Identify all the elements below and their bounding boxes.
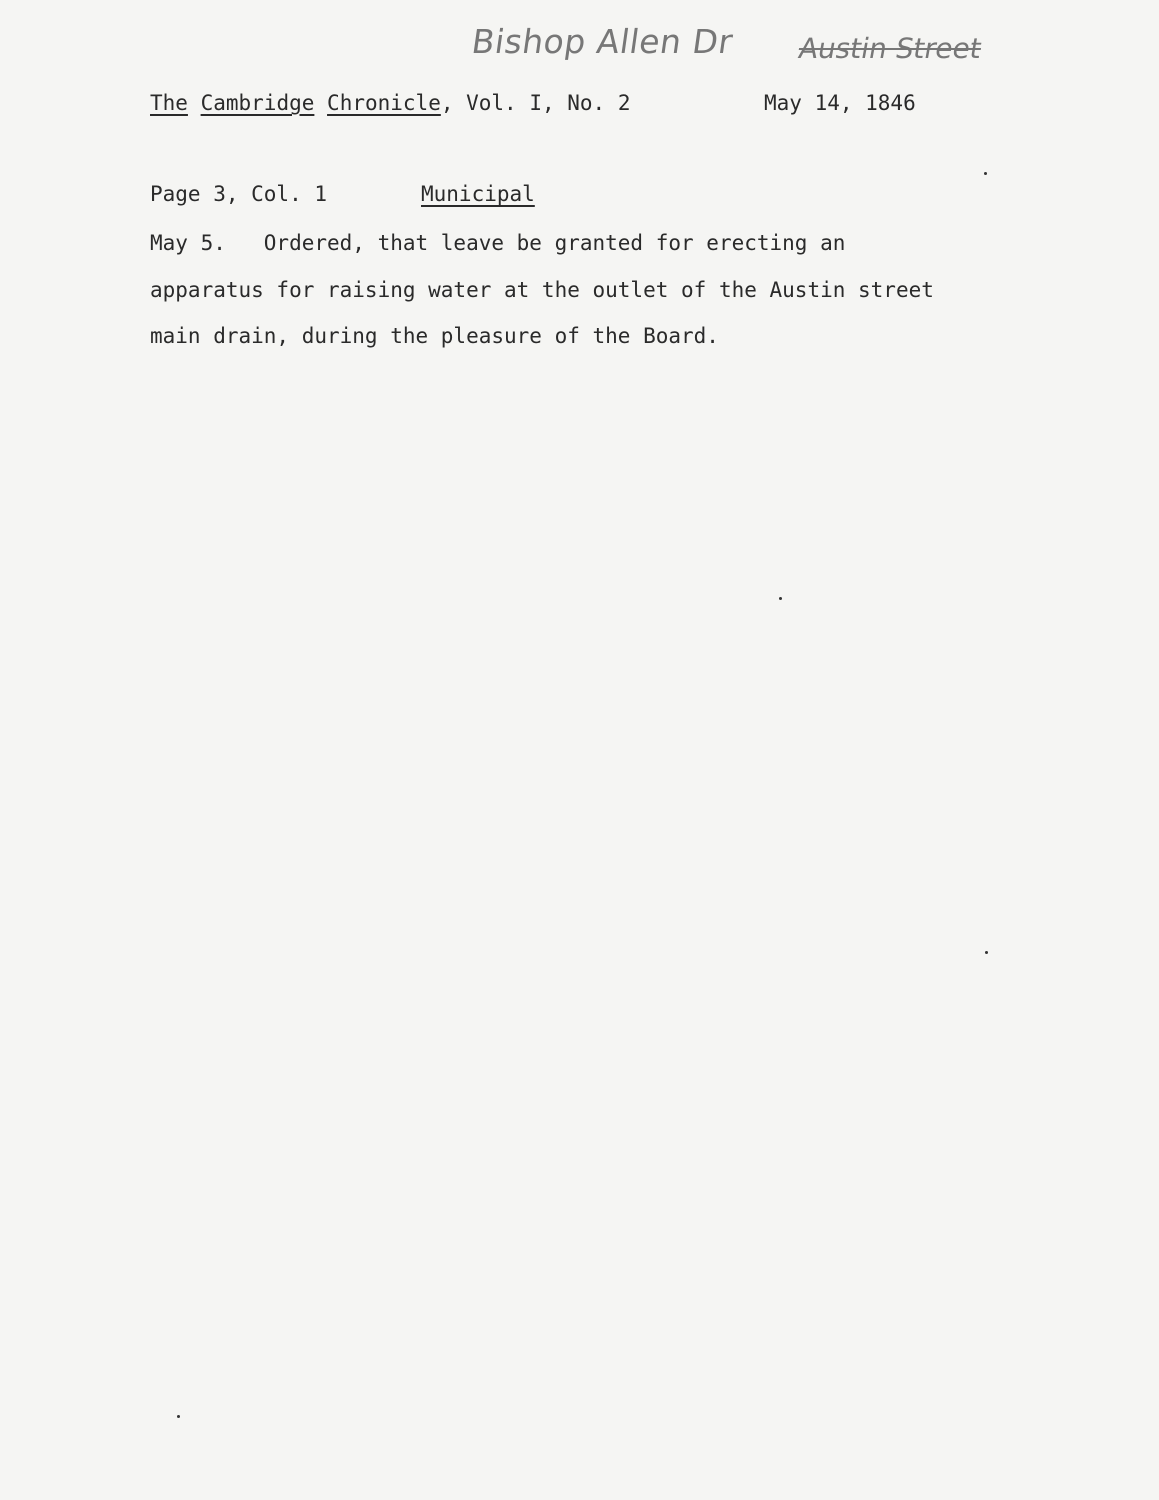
handwritten-new-street-name: Bishop Allen Dr [469,22,736,61]
newspaper-name-cambridge: Cambridge [200,91,315,115]
body-line: main drain, during the pleasure of the Board. [150,324,719,348]
section-heading: Municipal [421,182,535,206]
body-line: apparatus for raising water at the outlet of the Austin street [150,278,934,302]
handwritten-struck-street-name: Austin Street [796,32,984,65]
body-line: May 5. Ordered, that leave be granted for erecting an [150,231,846,255]
paper-speck [779,597,782,600]
paper-speck [177,1415,180,1418]
issue-date: May 14, 1846 [764,91,916,115]
paper-speck [984,172,987,175]
newspaper-name-chronicle: Chronicle [327,91,441,115]
page-column-reference: Page 3, Col. 1 [150,182,328,206]
handwritten-annotation [469,18,1062,80]
paper-speck [985,951,988,954]
citation-line [150,91,631,115]
issue-info: , Vol. I, No. 2 [440,91,631,115]
newspaper-name-the: The [150,91,188,115]
